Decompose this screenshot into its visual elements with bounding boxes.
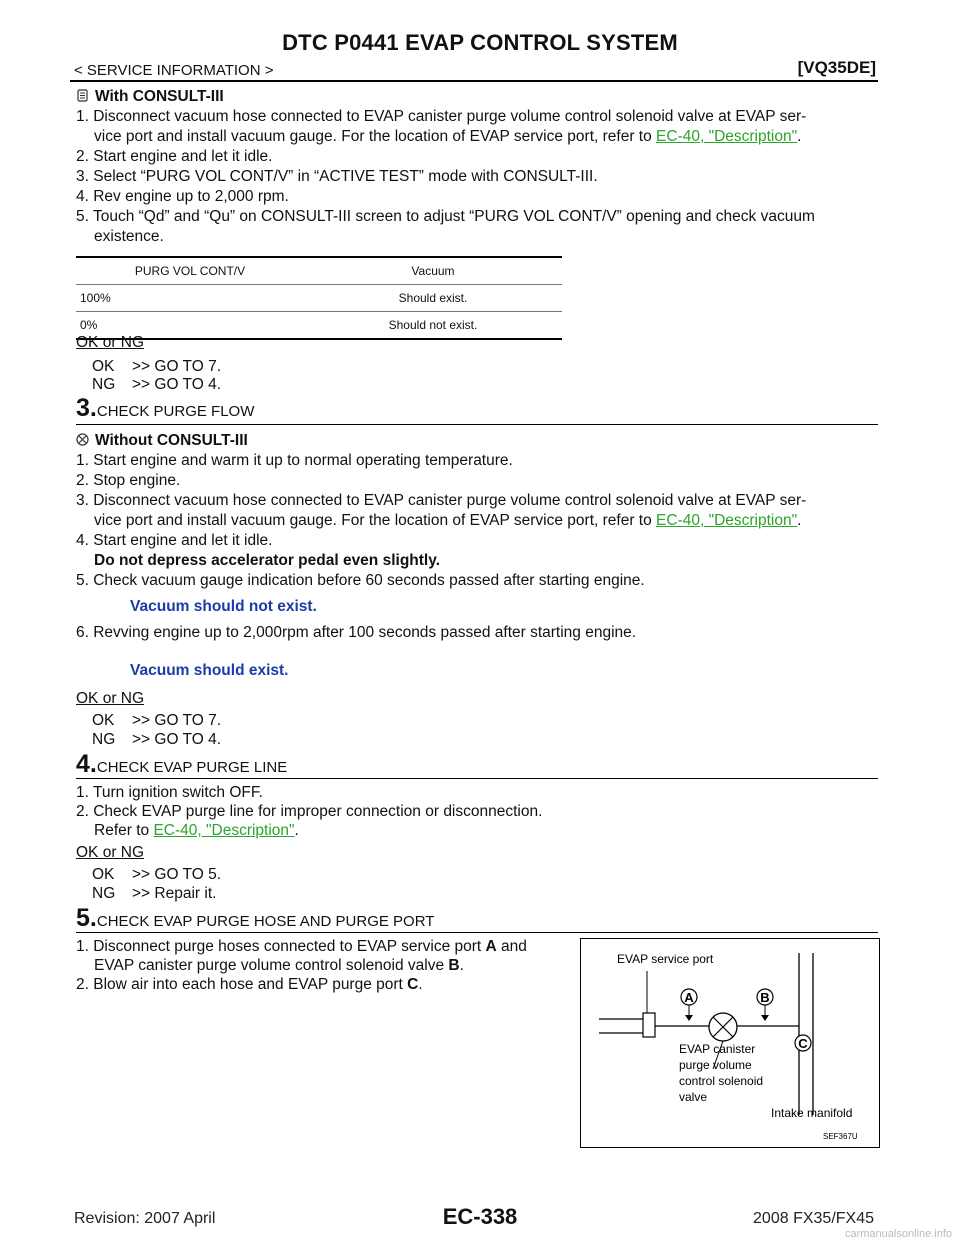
document-title: DTC P0441 EVAP CONTROL SYSTEM: [282, 30, 678, 55]
watermark: carmanualsonline.info: [844, 1228, 952, 1240]
valve-label-4: valve: [679, 1090, 708, 1104]
table-cell: Should exist.: [398, 291, 468, 305]
description-link[interactable]: EC-40, "Description": [656, 512, 798, 529]
valve-label-2: purge volume: [679, 1058, 752, 1072]
no-consult-heading: Without CONSULT-III: [76, 432, 248, 450]
section-rule: [76, 778, 878, 779]
step-4-line-3: Refer to EC-40, "Description".: [94, 822, 299, 839]
table-cell: Should not exist.: [388, 318, 478, 332]
step-5-line-1-cont: EVAP canister purge volume control solenoid valve B.: [94, 957, 464, 974]
purge-volume-table: [76, 256, 562, 340]
engine-model-tag: [VQ35DE]: [797, 58, 876, 77]
ok-result: OK >> GO TO 7.: [92, 358, 222, 375]
table-header: Vacuum: [411, 264, 455, 278]
step-3-line-3-cont: vice port and install vacuum gauge. For the location of EVAP service port, refer to EC-40, "Description".: [94, 512, 802, 529]
step-4-line-1: 1. Turn ignition switch OFF.: [76, 784, 263, 801]
section-rule: [76, 932, 878, 933]
figure-code: SEF367U: [823, 1132, 858, 1141]
revision-date: Revision: 2007 April: [74, 1210, 216, 1227]
step-4-heading: 4.CHECK EVAP PURGE LINE: [76, 750, 288, 778]
result-label: OK or NG: [76, 844, 145, 861]
consult-step-1: 1. Disconnect vacuum hose connected to EVAP canister purge volume control solenoid valve at EVAP ser-: [76, 108, 807, 125]
step-3-line-1: 1. Start engine and warm it up to normal operating temperature.: [76, 452, 513, 469]
step-5-line-1: 1. Disconnect purge hoses connected to EVAP service port A and: [76, 938, 527, 955]
result-label: OK or NG: [76, 690, 145, 707]
step-3-line-6: 6. Revving engine up to 2,000rpm after 100 seconds passed after starting engine.: [76, 624, 637, 641]
table-row: [76, 312, 562, 340]
ok-result: OK >> GO TO 5.: [92, 866, 222, 883]
section-rule: [76, 424, 878, 425]
valve-label-1: EVAP canister: [679, 1042, 756, 1056]
consult-heading: [76, 88, 224, 106]
service-port-label: EVAP service port: [617, 952, 714, 966]
table-header-row: [76, 257, 562, 285]
header-rule: [70, 80, 878, 82]
label-a: A: [684, 990, 694, 1005]
consult-step-5: 5. Touch “Qd” and “Qu” on CONSULT-III screen to adjust “PURG VOL CONT/V” opening and check vacuum: [76, 208, 815, 225]
step-3-line-2: 2. Stop engine.: [76, 472, 181, 489]
consult-step-3: 3. Select “PURG VOL CONT/V” in “ACTIVE TEST” mode with CONSULT-III.: [76, 168, 598, 185]
vehicle-model: 2008 FX35/FX45: [753, 1210, 874, 1227]
consult-step-5-cont: existence.: [94, 228, 164, 245]
spec-no-vacuum: Vacuum should not exist.: [130, 598, 317, 615]
ng-result: NG >> GO TO 4.: [92, 376, 222, 393]
table-cell: 0%: [80, 318, 98, 332]
step-3-line-4: 4. Start engine and let it idle.: [76, 532, 273, 549]
breadcrumb: < SERVICE INFORMATION >: [74, 62, 274, 79]
table-header: PURG VOL CONT/V: [134, 264, 246, 278]
caution-note: Do not depress accelerator pedal even slightly.: [94, 552, 440, 569]
step-5-heading: 5.CHECK EVAP PURGE HOSE AND PURGE PORT: [76, 904, 435, 932]
spec-vacuum: Vacuum should exist.: [130, 662, 289, 679]
consult-step-2: 2. Start engine and let it idle.: [76, 148, 273, 165]
ng-result: NG >> Repair it.: [92, 885, 217, 902]
label-b: B: [760, 990, 770, 1005]
consult-heading-text: With CONSULT-III: [95, 88, 224, 105]
result-label: OK or NG: [76, 334, 145, 351]
ng-result: NG >> GO TO 4.: [92, 731, 222, 748]
label-c: C: [798, 1036, 808, 1051]
description-link[interactable]: EC-40, "Description": [656, 128, 798, 145]
table-cell: 100%: [80, 291, 111, 305]
consult-tool-icon: [76, 89, 89, 102]
valve-label-3: control solenoid: [679, 1074, 764, 1088]
page-number: EC-338: [442, 1204, 518, 1229]
no-tool-icon: [76, 433, 89, 446]
consult-step-4: 4. Rev engine up to 2,000 rpm.: [76, 188, 289, 205]
step-3-line-5: 5. Check vacuum gauge indication before 60 seconds passed after starting engine.: [76, 572, 645, 589]
evap-diagram-svg: [581, 939, 879, 1147]
step-5-line-2: 2. Blow air into each hose and EVAP purge port C.: [76, 976, 423, 993]
table-row: [76, 285, 562, 312]
manifold-label: Intake manifold: [771, 1106, 853, 1120]
step-3-heading: 3.CHECK PURGE FLOW: [76, 394, 255, 422]
consult-step-1-cont-text: vice port and install vacuum gauge. For the location of EVAP service port, refer to: [94, 128, 657, 145]
step-4-line-2: 2. Check EVAP purge line for improper connection or disconnection.: [76, 803, 543, 820]
step-3-line-3: 3. Disconnect vacuum hose connected to EVAP canister purge volume control solenoid valve at EVAP ser-: [76, 492, 807, 509]
description-link[interactable]: EC-40, "Description": [153, 822, 295, 839]
evap-diagram: [580, 938, 880, 1148]
consult-step-1-cont: vice port and install vacuum gauge. For the location of EVAP service port, refer to EC-40, "Description".: [94, 128, 802, 145]
ok-result: OK >> GO TO 7.: [92, 712, 222, 729]
